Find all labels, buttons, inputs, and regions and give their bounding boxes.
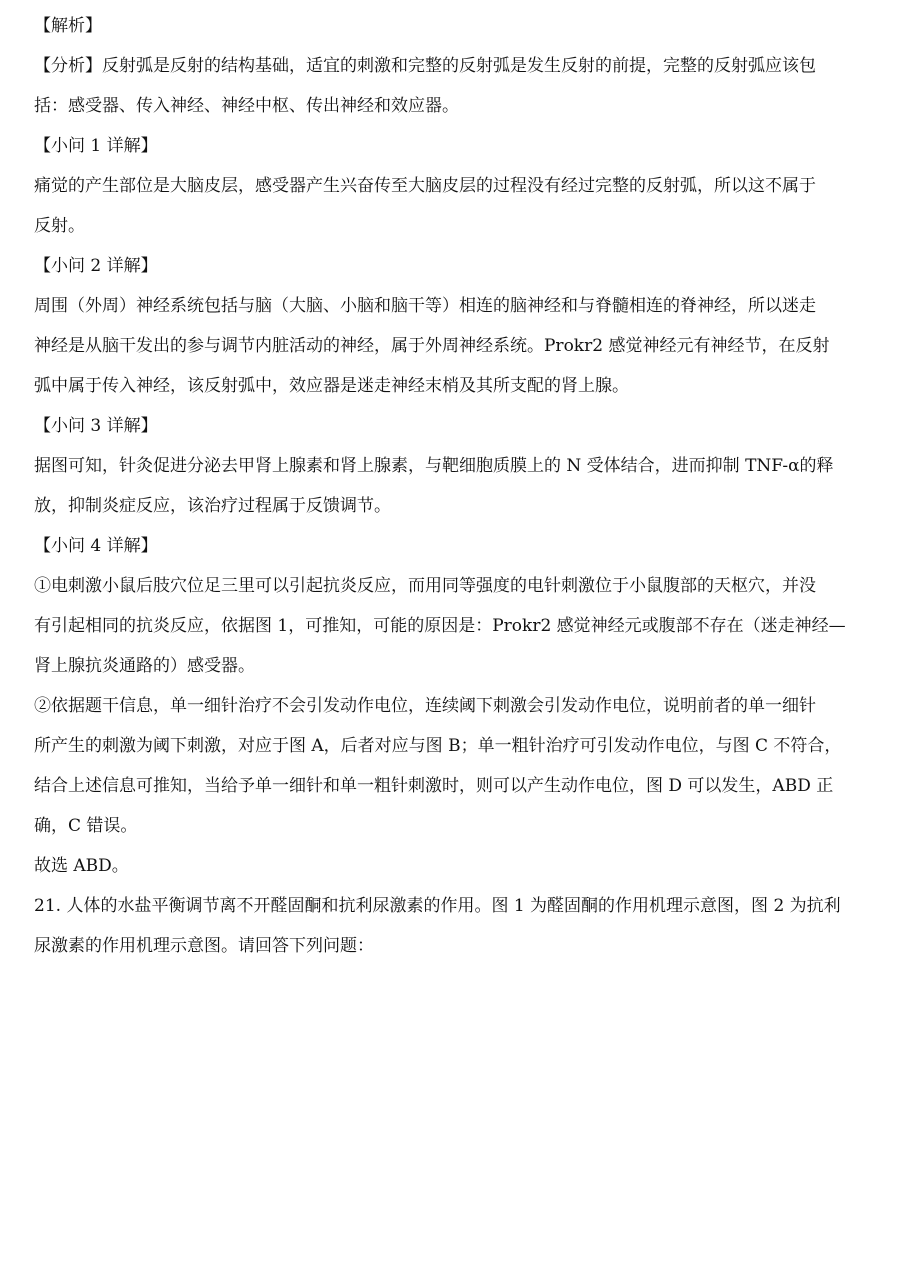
paragraph-line: 痛觉的产生部位是大脑皮层，感受器产生兴奋传至大脑皮层的过程没有经过完整的反射弧，所以这不属于 bbox=[34, 176, 816, 196]
paragraph-line: 肾上腺抗炎通路的）感受器。 bbox=[34, 656, 255, 676]
paragraph-line: 括：感受器、传入神经、神经中枢、传出神经和效应器。 bbox=[34, 96, 459, 116]
paragraph-line: 弧中属于传入神经，该反射弧中，效应器是迷走神经末梢及其所支配的肾上腺。 bbox=[34, 376, 629, 396]
paragraph-line: 【分析】反射弧是反射的结构基础，适宜的刺激和完整的反射弧是发生反射的前提，完整的反射弧应该包 bbox=[34, 56, 816, 76]
paragraph-line: 有引起相同的抗炎反应，依据图 1，可推知，可能的原因是：Prokr2 感觉神经元或腹部不存在（迷走神经— bbox=[34, 616, 846, 636]
paragraph-line: 确，C 错误。 bbox=[34, 816, 138, 836]
section-heading-q3: 【小问 3 详解】 bbox=[34, 416, 158, 436]
question-21-line: 21. 人体的水盐平衡调节离不开醛固酮和抗利尿激素的作用。图 1 为醛固酮的作用机理示意图，图 2 为抗利 bbox=[34, 896, 841, 916]
section-heading-analysis: 【解析】 bbox=[34, 16, 102, 36]
section-heading-q2: 【小问 2 详解】 bbox=[34, 256, 158, 276]
paragraph-line: 结合上述信息可推知，当给予单一细针和单一粗针刺激时，则可以产生动作电位，图 D 可以发生，ABD 正 bbox=[34, 776, 834, 796]
paragraph-line: 所产生的刺激为阈下刺激，对应于图 A，后者对应与图 B；单一粗针治疗可引发动作电位，与图 C 不符合， bbox=[34, 736, 842, 756]
paragraph-line: 周围（外周）神经系统包括与脑（大脑、小脑和脑干等）相连的脑神经和与脊髓相连的脊神经，所以迷走 bbox=[34, 296, 816, 316]
paragraph-line: 反射。 bbox=[34, 216, 85, 236]
section-heading-q1: 【小问 1 详解】 bbox=[34, 136, 158, 156]
answer-line: 故选 ABD。 bbox=[34, 856, 129, 876]
paragraph-line: ②依据题干信息，单一细针治疗不会引发动作电位，连续阈下刺激会引发动作电位，说明前者的单一细针 bbox=[34, 696, 816, 716]
paragraph-line: 据图可知，针灸促进分泌去甲肾上腺素和肾上腺素，与靶细胞质膜上的 N 受体结合，进而抑制 TNF-α的释 bbox=[34, 456, 834, 476]
paragraph-line: ①电刺激小鼠后肢穴位足三里可以引起抗炎反应，而用同等强度的电针刺激位于小鼠腹部的天枢穴，并没 bbox=[34, 576, 816, 596]
paragraph-line: 放，抑制炎症反应，该治疗过程属于反馈调节。 bbox=[34, 496, 391, 516]
section-heading-q4: 【小问 4 详解】 bbox=[34, 536, 158, 556]
document-page bbox=[34, 6, 874, 966]
question-21-line: 尿激素的作用机理示意图。请回答下列问题： bbox=[34, 936, 374, 956]
paragraph-line: 神经是从脑干发出的参与调节内脏活动的神经，属于外周神经系统。Prokr2 感觉神经元有神经节，在反射 bbox=[34, 336, 830, 356]
